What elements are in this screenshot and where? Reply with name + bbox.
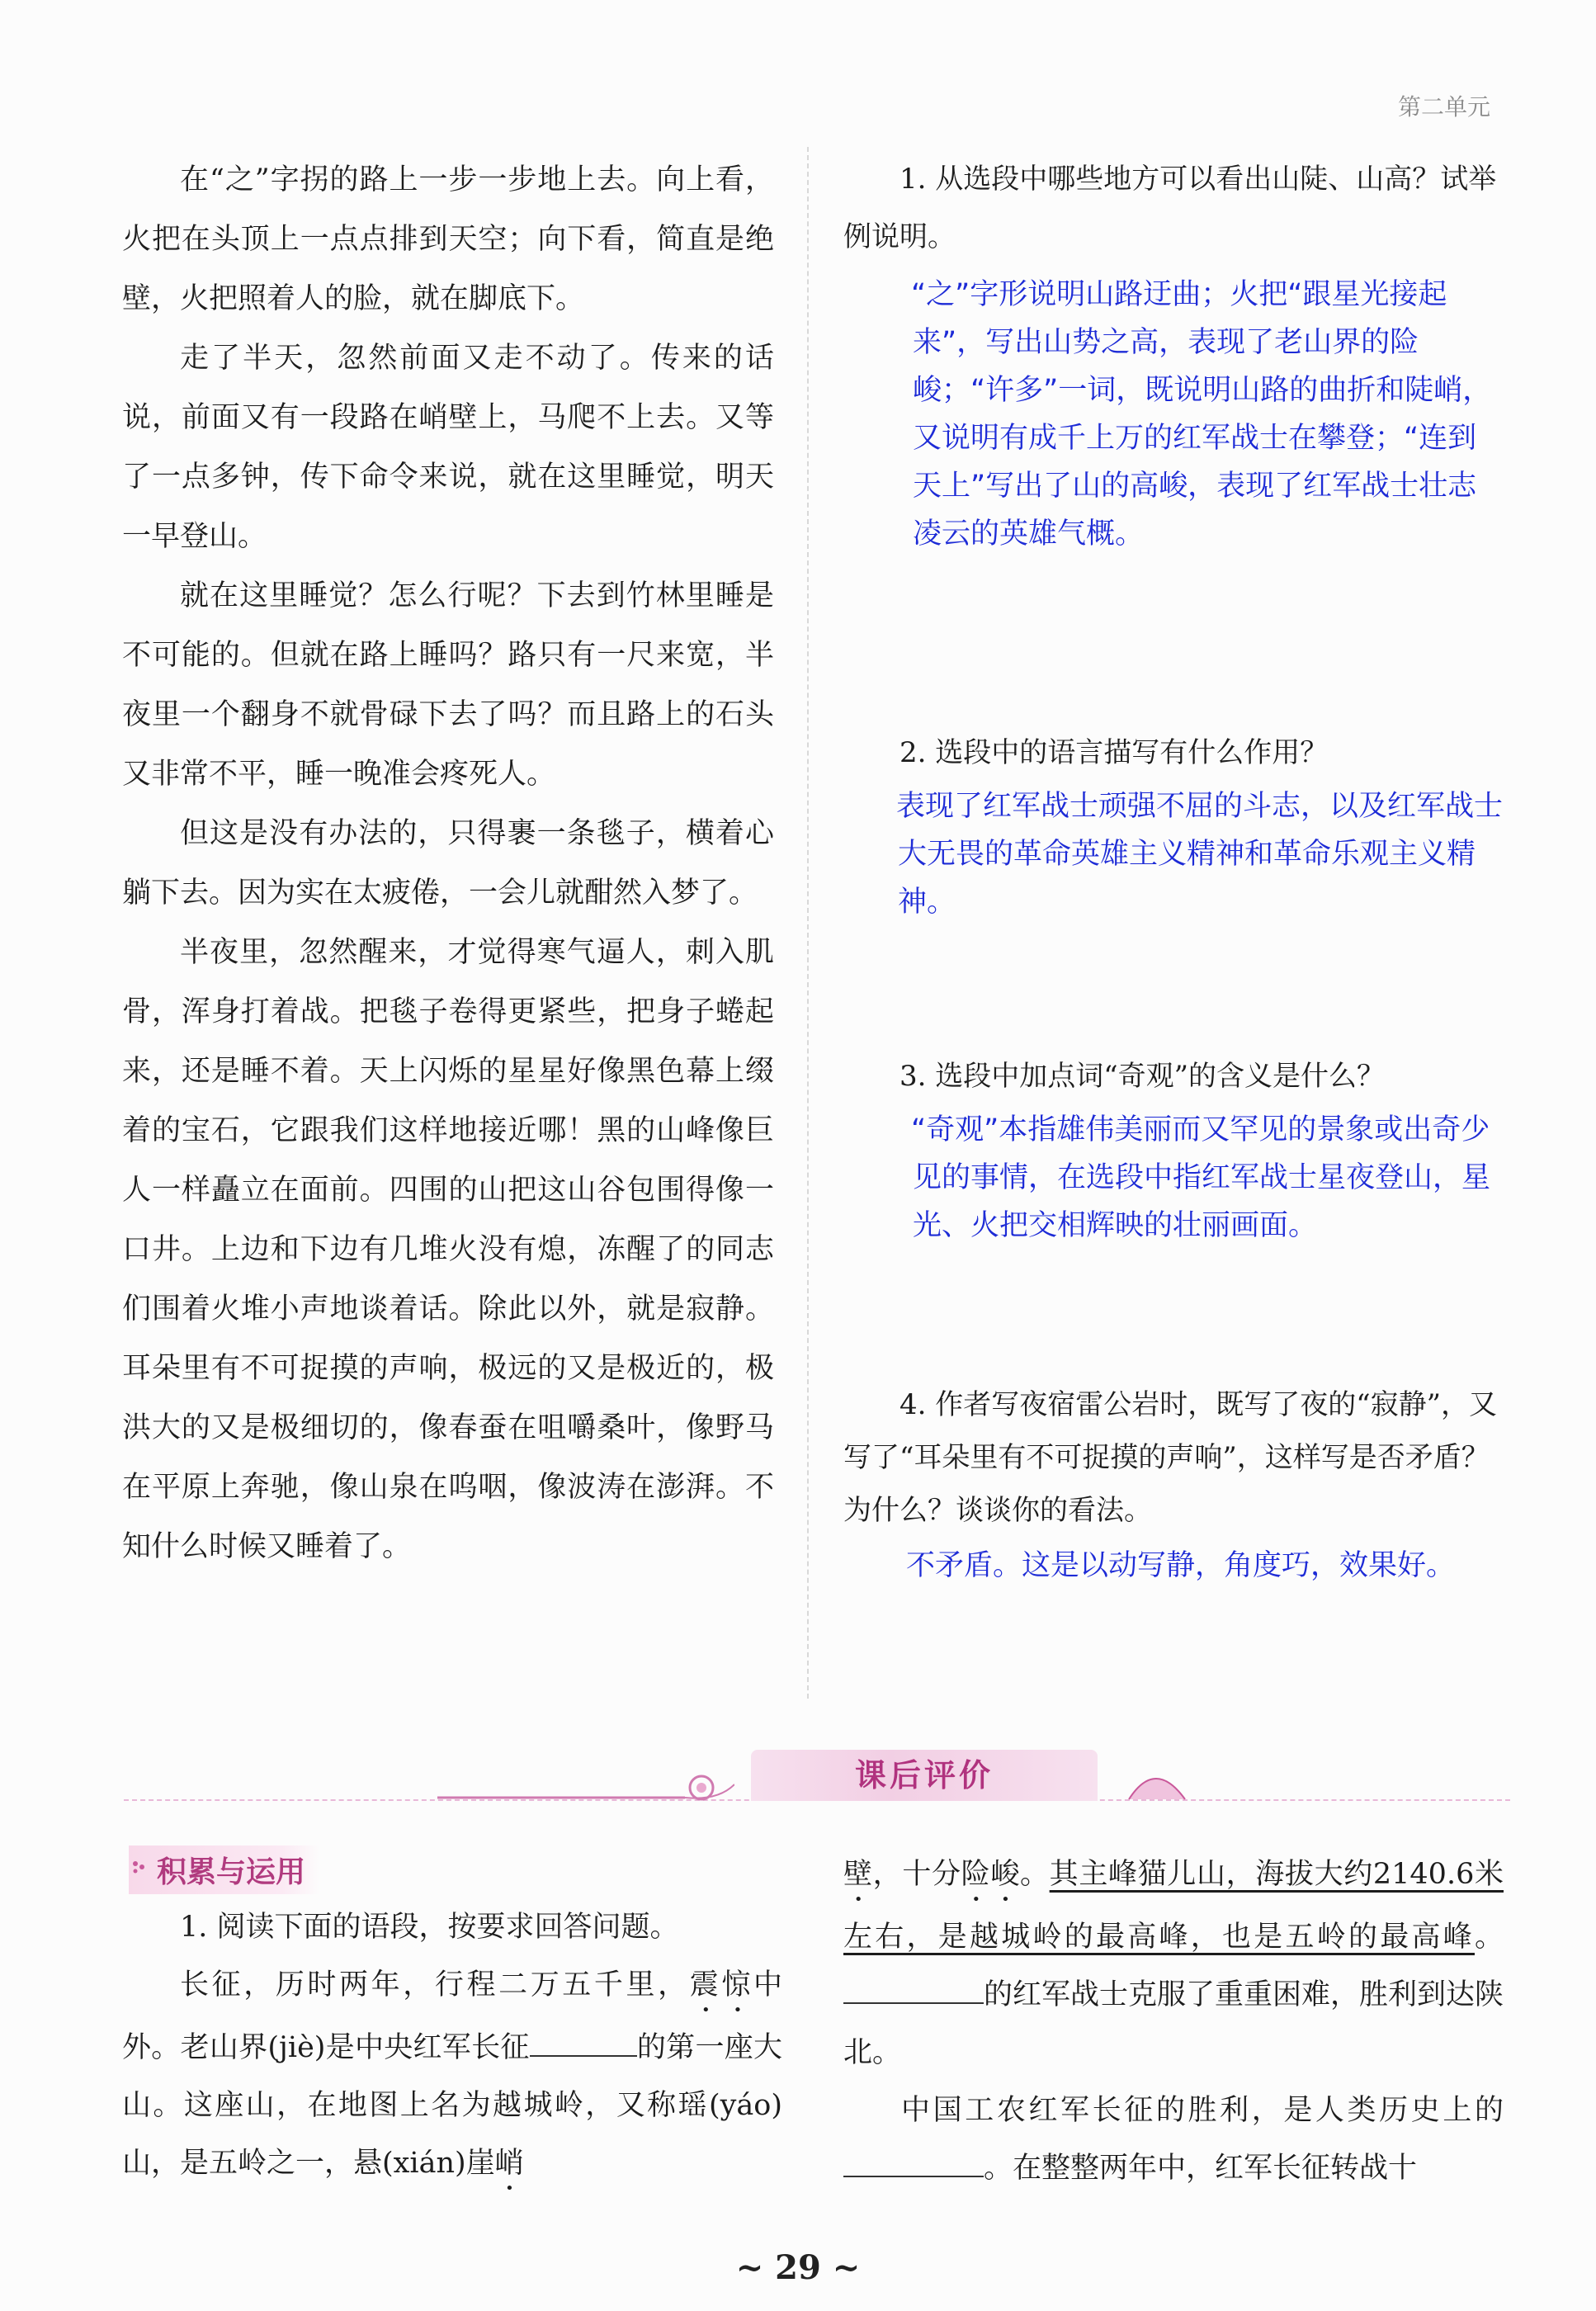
section-header: [124, 1750, 1510, 1824]
passage-paragraph: 走了半天，忽然前面又走不动了。传来的话说，前面又有一段路在峭壁上，马爬不上去。又等了一点多钟，传下命令来说，就在这里睡觉，明天一早登山。: [122, 342, 774, 553]
question-text: 2. 选段中的语言描写有什么作用？: [900, 736, 1329, 769]
answer-text: 不矛盾。这是以动写静，角度巧，效果好。: [906, 1549, 1456, 1582]
exercise-passage-cont: [843, 1845, 1504, 2082]
passage-paragraph: 在“之”字拐的路上一步一步地上去。向上看，火把在头顶上一点点排到天空；向下看，简直是绝壁，火把照着人的脸，就在脚底下。: [122, 163, 774, 315]
subsection-tag: [129, 1845, 320, 1894]
passage-text: 。在整整两年中，红军长征转战十: [984, 2152, 1418, 2185]
dotted-word: 峭: [494, 2147, 524, 2180]
answer-text: “奇观”本指雄伟美丽而又罕见的景象或出奇少见的事情，在选段中指红军战士星夜登山，星光、火把交相辉映的壮丽画面。: [911, 1113, 1491, 1242]
question-block-2: [843, 728, 1504, 1052]
question-text: 3. 选段中加点词“奇观”的含义是什么？: [900, 1060, 1386, 1093]
exercise-passage: [122, 1956, 782, 2197]
passage-text: 的第一座大山。这座山，在地图上名为越城岭，又称瑶(yáo)山，是五岭之一，悬(xián)崖: [122, 2031, 782, 2180]
answer-text: “之”字形说明山路迂曲；火把“跟星光接起来”，写出山势之高，表现了老山界的险峻；“许多”一词，既说明山路的曲折和陡峭，又说明有成千上万的红军战士在攀登；“连到天上”写出了山的高峻，表现了红军战士壮志凌云的英雄气概。: [911, 278, 1492, 551]
section-title: 课后评价: [751, 1750, 1098, 1801]
passage-paragraph: 就在这里睡觉？怎么行呢？下去到竹林里睡是不可能的。但就在路上睡吗？路只有一尺来宽，半夜里一个翻身不就骨碌下去了吗？而且路上的石头又非常不平，睡一晚准会疼死人。: [122, 579, 774, 791]
exercise-question: 1. 阅读下面的语段，按要求回答问题。: [180, 1911, 679, 1944]
exercise-right: [843, 1845, 1504, 2197]
swirl-ornament-icon: [1122, 1758, 1188, 1801]
question-text: 4. 作者写夜宿雷公岩时，既写了夜的“寂静”，又写了“耳朵里有不可捉摸的声响”，这样写是否矛盾？为什么？谈谈你的看法。: [843, 1388, 1498, 1527]
dotted-word: 壁: [843, 1858, 873, 1891]
passage-paragraph: 半夜里，忽然醒来，才觉得寒气逼人，刺入肌骨，浑身打着战。把毯子卷得更紧些，把身子蜷起来，还是睡不着。天上闪烁的星星好像黑色幕上缀着的宝石，它跟我们这样地接近哪！黑的山峰像巨人一样矗立在面前。四围的山把这山谷包围得像一口井。上边和下边有几堆火没有熄，冻醒了的同志们围着火堆小声地谈着话。除此以外，就是寂静。耳朵里有不可捉摸的声响，极远的又是极近的，极洪大的又是极细切的，像春蚕在咀嚼桑叶，像野马在平原上奔驰，像山泉在呜咽，像波涛在澎湃。不知什么时候又睡着了。: [122, 936, 774, 1563]
page-number: ~ 29 ~: [735, 2248, 861, 2287]
question-block-3: [843, 1052, 1504, 1378]
exercise-passage-cont: [843, 2082, 1504, 2197]
fill-blank[interactable]: [843, 2149, 984, 2177]
underlined-sentence: 其主峰猫儿山，海拔大约2140.6米左右，是越城岭的最高峰，也是五岭的最高峰: [843, 1858, 1504, 1954]
passage-text: 中国工农红军长征的胜利，是人类历史上的: [901, 2094, 1504, 2127]
unit-label: 第二单元: [1397, 93, 1490, 121]
dotted-word: 震惊: [689, 1968, 753, 2001]
passage-text: 。: [1474, 1921, 1504, 1954]
passage-text: 长征，历时两年，行程二万五千里，: [180, 1968, 690, 2001]
passage-paragraph: 但这是没有办法的，只得裹一条毯子，横着心躺下去。因为实在太疲倦，一会儿就酣然入梦了。: [122, 817, 774, 910]
column-divider: [807, 147, 809, 1699]
dot-cluster-icon: [132, 1860, 145, 1874]
exercise-left: [122, 1898, 782, 2197]
question-text: 1. 从选段中哪些地方可以看出山陡、山高？试举例说明。: [843, 163, 1497, 253]
passage-text: ，十分: [872, 1858, 961, 1891]
flower-ornament-icon: [437, 1768, 734, 1801]
question-block-1: [843, 150, 1504, 728]
subsection-title: 积累与运用: [157, 1855, 306, 1889]
question-column: [843, 150, 1504, 1590]
passage-text: 的红军战士克服了重重困难，胜利到达陕北。: [843, 1978, 1504, 2069]
dotted-word: 险峻: [961, 1858, 1020, 1891]
fill-blank[interactable]: [530, 2029, 637, 2057]
fill-blank[interactable]: [843, 1976, 984, 2004]
answer-text: 表现了红军战士顽强不屈的斗志，以及红军战士大无畏的革命英雄主义精神和革命乐观主义精神。: [896, 790, 1504, 919]
question-block-4: [843, 1378, 1504, 1590]
passage-text: 。: [1019, 1858, 1050, 1891]
passage-text: 中外。老山界(jiè)是中央红军长征: [122, 1968, 782, 2064]
reading-passage: [122, 150, 774, 1576]
